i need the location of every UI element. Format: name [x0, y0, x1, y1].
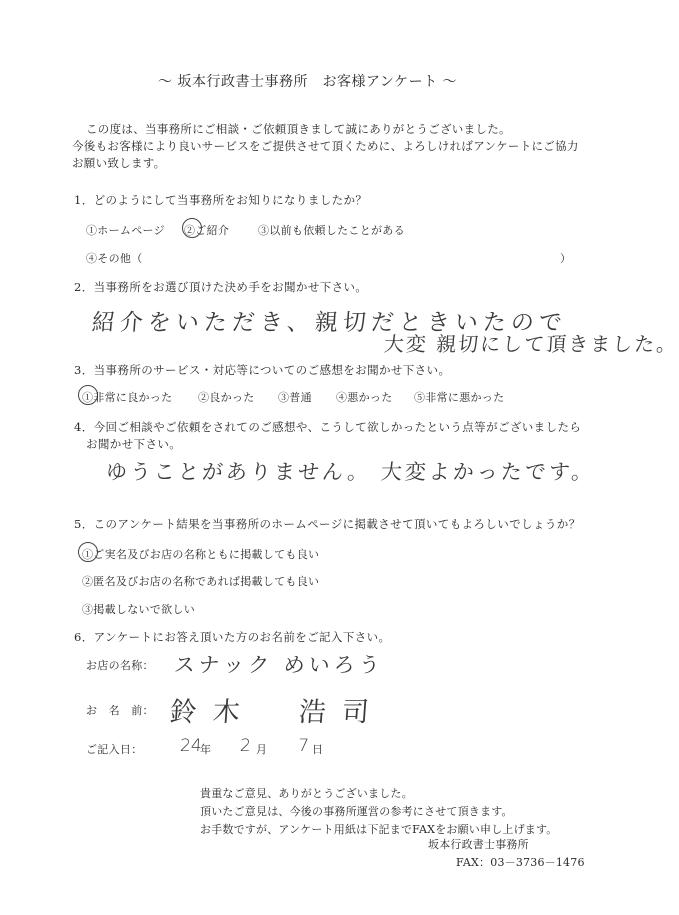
entry-date-month-unit: 月: [256, 743, 268, 756]
intro-line-2: 今後もお客様により良いサービスをご提供させて頂くために、よろしければアンケートにご協力: [72, 139, 579, 153]
question-6: 6．アンケートにお答え頂いた方のお名前をご記入下さい。: [74, 630, 391, 644]
footer-office-name: 坂本行政書士事務所: [428, 838, 529, 851]
footer-fax-request: お手数ですが、アンケート用紙は下記までFAXをお願い申し上げます。: [200, 823, 558, 836]
q4-handwritten-answer: ゆうことがありません。 大変よかったです。: [105, 460, 597, 484]
question-3: 3．当事務所のサービス・対応等についてのご感想をお聞かせ下さい。: [74, 363, 451, 377]
page-title: ～ 坂本行政書士事務所 お客様アンケート ～: [158, 74, 458, 90]
customer-name-label: お 名 前：: [86, 704, 154, 717]
q3-option-bad[interactable]: ④悪かった: [336, 391, 393, 404]
question-4-line-2: お聞かせ下さい。: [86, 437, 182, 451]
intro-line-1: この度は、当事務所にご相談・ご依頼頂きまして誠にありがとうございました。: [86, 122, 511, 136]
question-5: 5．このアンケート結果を当事務所のホームページに掲載させて頂いてもよろしいでしょうか？: [74, 517, 581, 531]
question-1: 1．どのようにして当事務所をお知りになりましたか？: [74, 193, 368, 207]
footer-thanks: 貴重なご意見、ありがとうございました。: [200, 787, 413, 800]
q2-handwritten-answer-1: 紹介をいただき、親切だときいたので: [90, 310, 568, 336]
q1-option-other[interactable]: ④その他（: [86, 252, 143, 265]
entry-date-year-unit: 年: [200, 743, 212, 756]
q1-option-previous[interactable]: ③以前も依頼したことがある: [258, 224, 405, 237]
q2-handwritten-answer-2: 大変 親切にして頂きました。: [383, 332, 679, 356]
shop-name-label: お店の名称：: [86, 659, 154, 672]
q1-option-referral[interactable]: ②ご紹介: [184, 224, 230, 237]
q5-option-real-name[interactable]: ①ご実名及びお店の名称ともに掲載しても良い: [82, 548, 320, 561]
shop-name-value: スナック めいろう: [173, 653, 385, 677]
entry-date-day-unit: 日: [312, 743, 324, 756]
footer-fax-number: FAX：03－3736－1476: [456, 856, 585, 869]
q3-option-good[interactable]: ②良かった: [198, 391, 255, 404]
selection-circle-q1: [182, 218, 202, 238]
entry-date-day: 7: [297, 736, 310, 756]
q3-option-very-good[interactable]: ①非常に良かった: [82, 391, 173, 404]
q1-option-homepage[interactable]: ①ホームページ: [86, 224, 165, 237]
entry-date-year: 24: [179, 736, 203, 756]
question-2: 2．当事務所をお選び頂けた決め手をお聞かせ下さい。: [74, 280, 368, 294]
intro-line-3: お願い致します。: [72, 156, 166, 170]
customer-name-value: 鈴木 浩司: [168, 697, 386, 728]
q5-option-anonymous[interactable]: ②匿名及びお店の名称であれば掲載しても良い: [82, 575, 320, 588]
footer-feedback-note: 頂いたご意見は、今後の事務所運営の参考にさせて頂きます。: [200, 805, 513, 818]
q5-option-no-publish[interactable]: ③掲載しないで欲しい: [82, 603, 195, 616]
entry-date-month: 2: [239, 736, 252, 756]
question-4-line-1: 4．今回ご相談やご依頼をされてのご感想や、こうして欲しかったという点等がございましたら: [74, 420, 582, 434]
entry-date-label: ご記入日：: [86, 743, 143, 756]
q3-option-normal[interactable]: ③普通: [278, 391, 312, 404]
q1-other-close: ）: [560, 252, 572, 265]
q3-option-very-bad[interactable]: ⑤非常に悪かった: [414, 391, 505, 404]
